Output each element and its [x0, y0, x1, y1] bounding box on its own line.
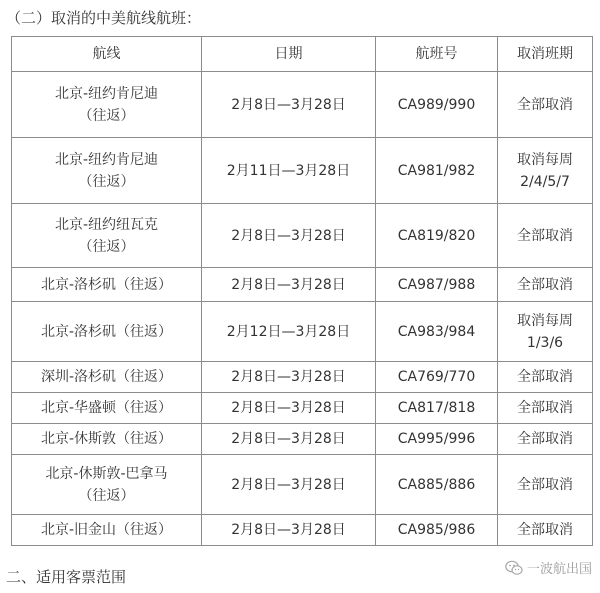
cancel-text: 全部取消 — [517, 369, 573, 385]
cancel-schedule-cell — [498, 455, 593, 515]
route-direction-text: （往返） — [78, 487, 135, 504]
flight-number-cell: CA989/990 — [376, 72, 498, 138]
cancel-text: 全部取消 — [517, 522, 573, 538]
date-cell: 2月8日—3月28日 — [202, 268, 376, 302]
route-text: 北京-纽约纽瓦克 — [54, 216, 159, 233]
column-header-flight: 航班号 — [376, 37, 498, 72]
route-text: 深圳-洛杉矶（往返） — [40, 369, 173, 385]
route-text: 北京-旧金山（往返） — [40, 522, 173, 538]
route-cell — [12, 138, 202, 204]
cancel-text: 全部取消 — [517, 476, 573, 493]
table-row — [12, 362, 593, 393]
cancelled-flights-table — [11, 36, 593, 546]
table-row — [12, 268, 593, 302]
watermark — [505, 558, 592, 577]
table-row — [12, 455, 593, 515]
cancel-days-text: 1/3/6 — [526, 334, 564, 351]
date-cell: 2月11日—3月28日 — [202, 138, 376, 204]
table-row — [12, 515, 593, 546]
flight-number-cell: CA987/988 — [376, 268, 498, 302]
flight-number-cell: CA819/820 — [376, 204, 498, 268]
cancel-text: 全部取消 — [517, 96, 573, 113]
route-cell — [12, 424, 202, 455]
route-cell — [12, 268, 202, 302]
flight-number-cell: CA995/996 — [376, 424, 498, 455]
column-header-date: 日期 — [202, 37, 376, 72]
cancel-schedule-cell — [498, 515, 593, 546]
route-cell — [12, 515, 202, 546]
cancel-schedule-cell — [498, 393, 593, 424]
route-text: 北京-纽约肯尼迪 — [54, 151, 159, 168]
table-row — [12, 72, 593, 138]
cancel-schedule-cell — [498, 138, 593, 204]
cancel-schedule-cell — [498, 302, 593, 362]
flight-number-cell: CA769/770 — [376, 362, 498, 393]
table-row — [12, 204, 593, 268]
date-cell: 2月12日—3月28日 — [202, 302, 376, 362]
cancel-schedule-cell — [498, 268, 593, 302]
table-row — [12, 302, 593, 362]
route-text: 北京-华盛顿（往返） — [40, 400, 173, 416]
watermark-text: 一波航出国 — [526, 562, 592, 577]
route-cell — [12, 455, 202, 515]
date-cell: 2月8日—3月28日 — [202, 204, 376, 268]
route-cell — [12, 72, 202, 138]
cancel-text: 全部取消 — [517, 431, 573, 447]
date-cell: 2月8日—3月28日 — [202, 515, 376, 546]
cancel-schedule-cell — [498, 204, 593, 268]
cancel-text: 全部取消 — [517, 227, 573, 244]
table-row — [12, 138, 593, 204]
cancel-schedule-cell — [498, 362, 593, 393]
cancel-text: 取消每周 — [517, 151, 573, 168]
route-cell — [12, 204, 202, 268]
route-direction-text: （往返） — [78, 173, 135, 190]
flight-number-cell: CA983/984 — [376, 302, 498, 362]
cancel-schedule-cell — [498, 424, 593, 455]
route-text: 北京-纽约肯尼迪 — [54, 85, 159, 102]
route-text: 北京-洛杉矶（往返） — [40, 323, 173, 340]
table-header-row — [12, 37, 593, 72]
column-header-route: 航线 — [12, 37, 202, 72]
cancel-text: 取消每周 — [517, 312, 573, 329]
cancel-text: 全部取消 — [517, 400, 573, 416]
route-text: 北京-休斯敦（往返） — [40, 431, 173, 447]
route-cell — [12, 393, 202, 424]
next-section-heading: 二、适用客票范围 — [6, 568, 127, 586]
flight-number-cell: CA885/886 — [376, 455, 498, 515]
date-cell: 2月8日—3月28日 — [202, 362, 376, 393]
date-cell: 2月8日—3月28日 — [202, 455, 376, 515]
column-header-cancel: 取消班期 — [498, 37, 593, 72]
route-direction-text: （往返） — [78, 107, 135, 124]
date-cell: 2月8日—3月28日 — [202, 424, 376, 455]
cancel-text: 全部取消 — [517, 276, 573, 293]
cancel-schedule-cell — [498, 72, 593, 138]
route-cell — [12, 362, 202, 393]
cancel-days-text: 2/4/5/7 — [520, 173, 570, 190]
section-heading: （二）取消的中美航线航班： — [6, 9, 202, 27]
route-direction-text: （往返） — [78, 238, 135, 255]
route-text: 北京-休斯敦-巴拿马 — [45, 465, 168, 482]
flight-number-cell: CA981/982 — [376, 138, 498, 204]
wechat-icon — [505, 560, 523, 576]
table-row — [12, 393, 593, 424]
date-cell: 2月8日—3月28日 — [202, 393, 376, 424]
flight-number-cell: CA817/818 — [376, 393, 498, 424]
flight-number-cell: CA985/986 — [376, 515, 498, 546]
date-cell: 2月8日—3月28日 — [202, 72, 376, 138]
route-cell — [12, 302, 202, 362]
table-row — [12, 424, 593, 455]
route-text: 北京-洛杉矶（往返） — [40, 276, 173, 293]
